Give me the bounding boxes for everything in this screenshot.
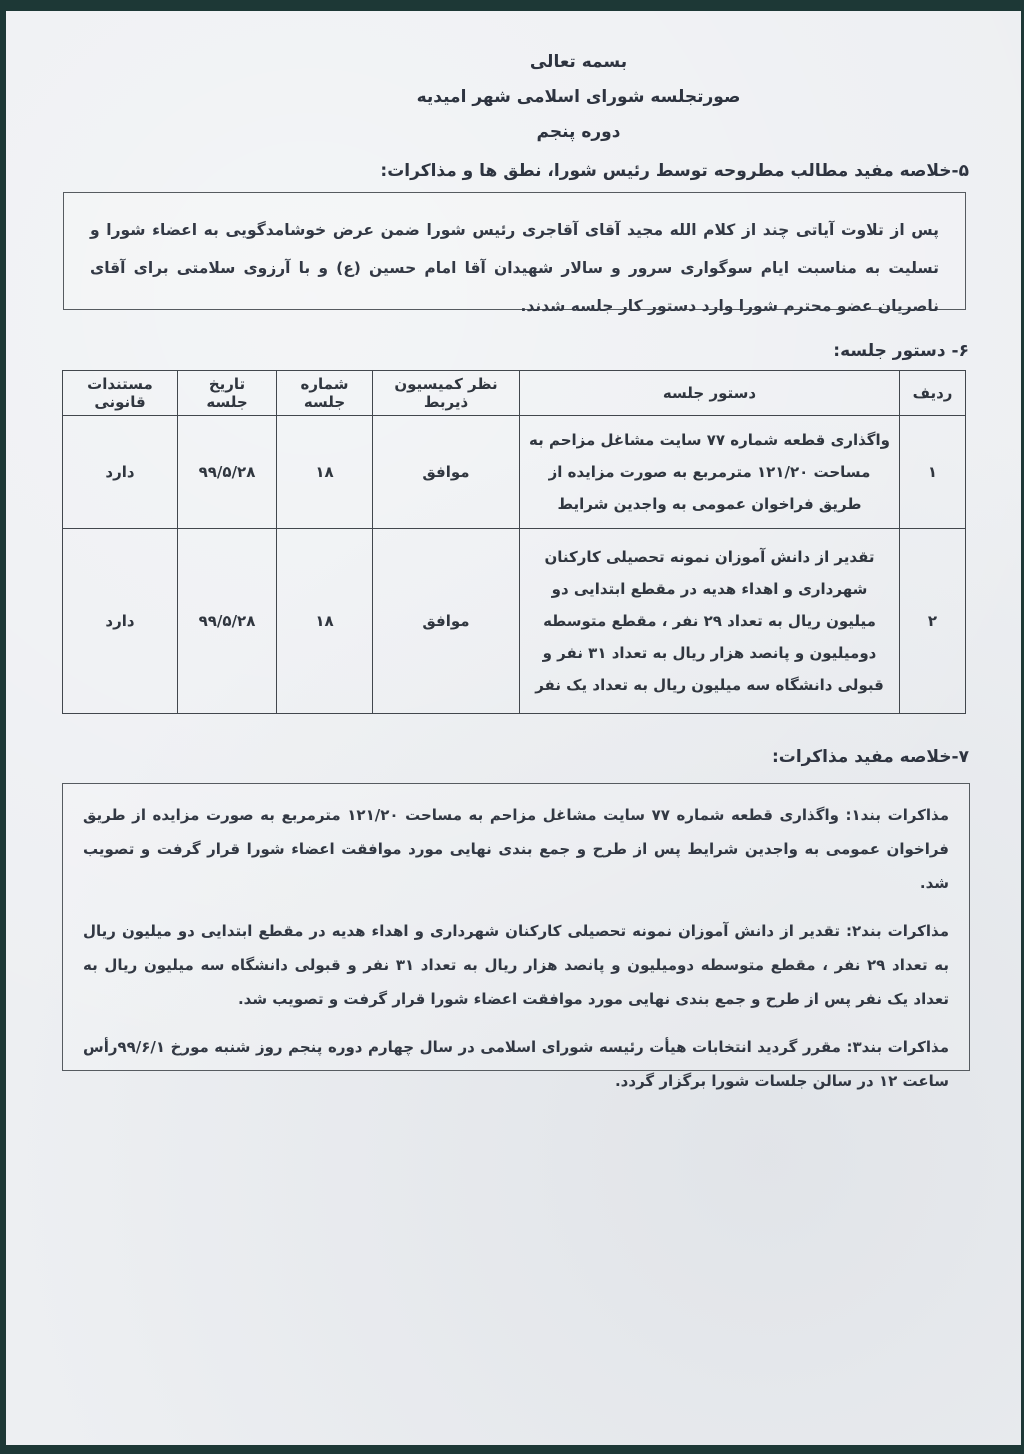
cell-commission: موافق: [373, 416, 520, 529]
cell-agenda: واگذاری قطعه شماره ۷۷ سایت مشاغل مزاحم به مساحت ۱۲۱/۲۰ مترمربع به صورت مزایده از طریق فراخوان عمومی به واجدین شرایط: [520, 416, 900, 529]
cell-legal-docs: دارد: [63, 416, 178, 529]
cell-legal-docs: دارد: [63, 529, 178, 714]
header-cell-session-no: شماره جلسه: [277, 371, 373, 416]
section5-heading: ۵-خلاصه مفید مطالب مطروحه توسط رئیس شورا، نطق ها و مذاکرات:: [380, 161, 969, 181]
cell-session-no: ۱۸: [277, 529, 373, 714]
table-row: [63, 416, 966, 529]
agenda-table: [62, 370, 966, 714]
header-cell-commission: نظر کمیسیون ذیربط: [373, 371, 520, 416]
cell-row-no: ۲: [900, 529, 966, 714]
section5-body: پس از تلاوت آیاتی چند از کلام الله مجید آقای آقاجری رئیس شورا ضمن عرض خوشامدگویی به اعضاء شورا و تسلیت به مناسبت ایام سوگواری سرور و سالار شهیدان آقا امام حسین (ع) و با آرزوی سلامتی برای آقای ناصریان عضو محترم شورا وارد دستور کار جلسه شدند.: [90, 221, 939, 315]
section7-heading: ۷-خلاصه مفید مذاکرات:: [771, 747, 969, 767]
cell-row-no: ۱: [900, 416, 966, 529]
cell-commission: موافق: [373, 529, 520, 714]
section6-heading: ۶- دستور جلسه:: [833, 341, 969, 361]
section7-box: [62, 783, 970, 1090]
cell-session-date: ۹۹/۵/۲۸: [178, 529, 277, 714]
table-header-row: [63, 371, 966, 416]
table-row: [63, 529, 966, 714]
doc-header: [136, 45, 1021, 150]
bismillah-line: بسمه تعالی: [529, 52, 628, 72]
doc-title-line: صورتجلسه شورای اسلامی شهر امیدیه: [416, 87, 741, 107]
header-cell-agenda: دستور جلسه: [520, 371, 900, 416]
cell-session-no: ۱۸: [277, 416, 373, 529]
deliberation-paragraph-2: مذاکرات بند۲: تقدیر از دانش آموزان نمونه تحصیلی کارکنان شهرداری و اهداء هدیه در مقطع ابتدایی دو میلیون ریال به تعداد ۲۹ نفر ، مقطع متوسطه دومیلیون و پانصد هزار ریال به تعداد ۳۱ نفر و قبولی دانشگاه سه میلیون ریال به تعداد یک نفر پس از طرح و جمع بندی نهایی مورد موافقت اعضاء شورا قرار گرفت و تصویب شد.: [83, 922, 949, 1008]
section5-box: [63, 192, 966, 315]
header-cell-session-date: تاریخ جلسه: [178, 371, 277, 416]
scanned-document-page: [6, 11, 1021, 1445]
header-cell-legal-docs: مستندات قانونی: [63, 371, 178, 416]
cell-agenda: تقدیر از دانش آموزان نمونه تحصیلی کارکنان شهرداری و اهداء هدیه در مقطع ابتدایی دو میلیون ریال به تعداد ۲۹ نفر ، مقطع متوسطه دومیلیون و پانصد هزار ریال به تعداد ۳۱ نفر و قبولی دانشگاه سه میلیون ریال به تعداد یک نفر: [520, 529, 900, 714]
cell-session-date: ۹۹/۵/۲۸: [178, 416, 277, 529]
deliberation-paragraph-1: مذاکرات بند۱: واگذاری قطعه شماره ۷۷ سایت مشاغل مزاحم به مساحت ۱۲۱/۲۰ مترمربع به صورت مزایده از طریق فراخوان عمومی به واجدین شرایط پس از طرح و جمع بندی نهایی مورد موافقت اعضاء شورا قرار گرفت و تصویب شد.: [83, 806, 949, 892]
header-cell-row-no: ردیف: [900, 371, 966, 416]
deliberation-paragraph-3: مذاکرات بند۳: مقرر گردید انتخابات هیأت رئیسه شورای اسلامی در سال چهارم دوره پنجم روز شنبه مورخ ۹۹/۶/۱رأس ساعت ۱۲ در سالن جلسات شورا برگزار گردد.: [83, 1038, 949, 1090]
doc-term-line: دوره پنجم: [536, 122, 621, 142]
